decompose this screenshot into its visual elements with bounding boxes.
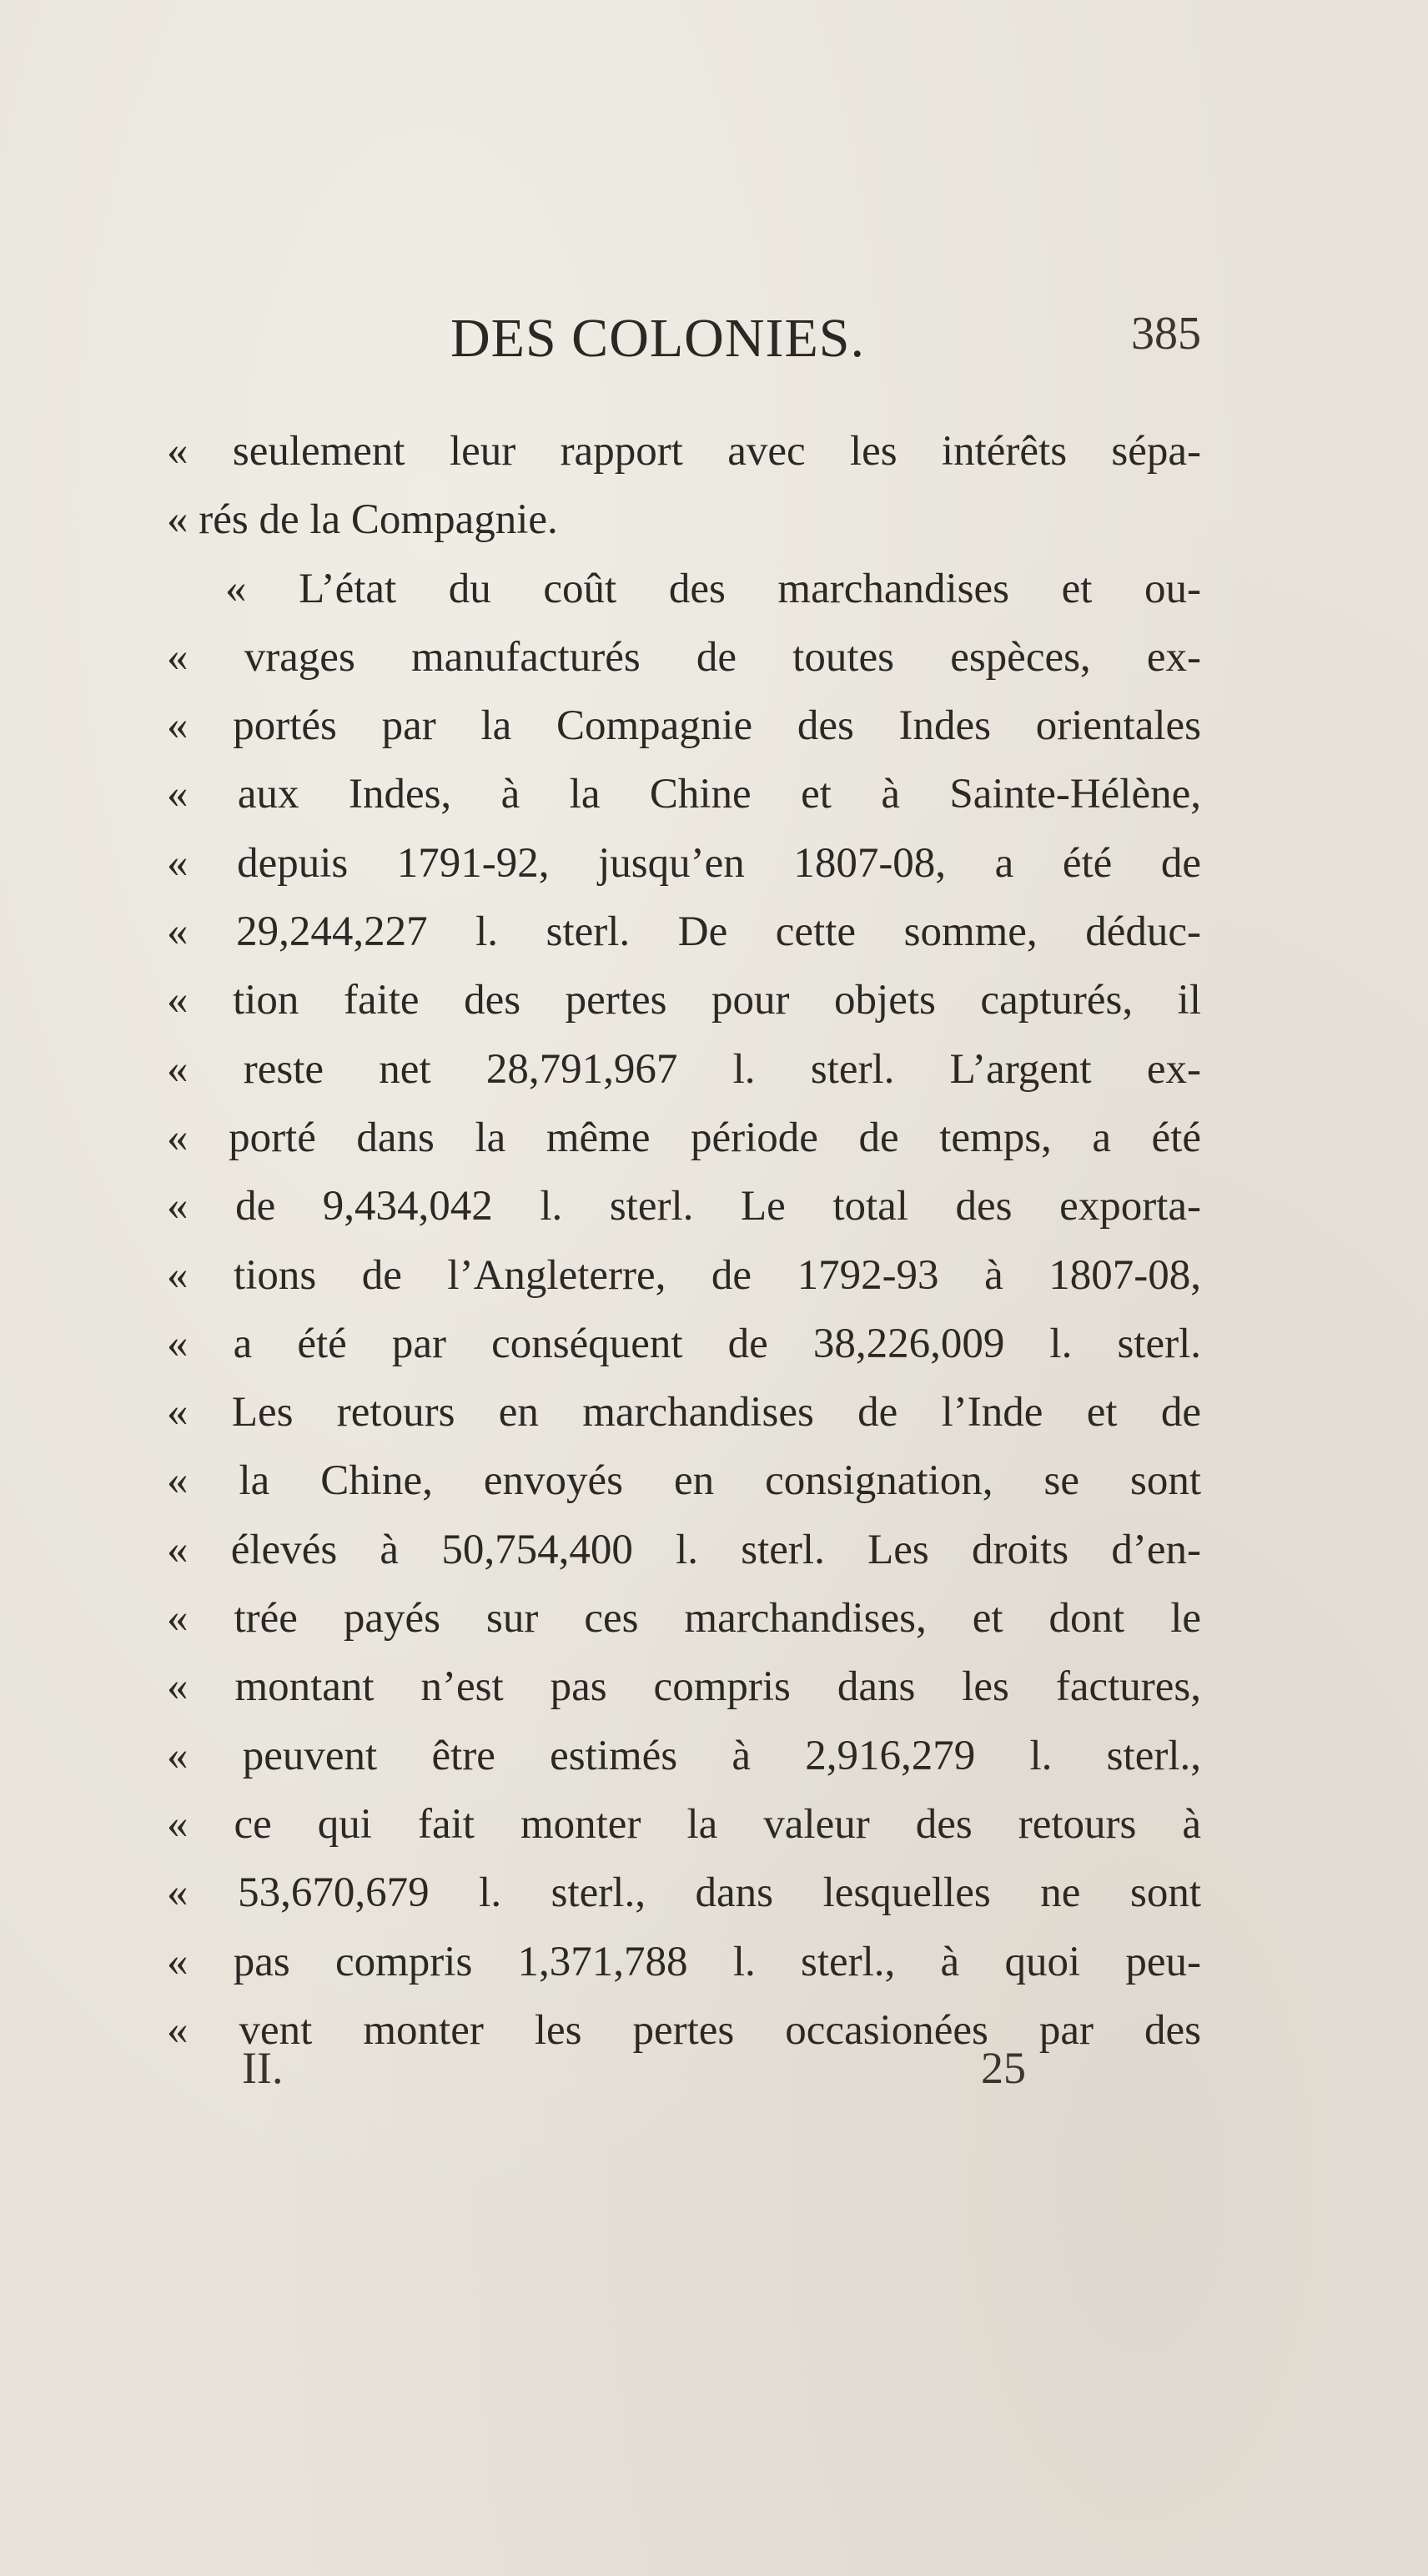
text-line: « portés par la Compagnie des Indes orientales <box>167 702 1201 750</box>
text-line: « la Chine, envoyés en consignation, se sont <box>167 1457 1201 1505</box>
text-line: « vrages manufacturés de toutes espèces, ex- <box>167 633 1201 681</box>
page-number: 385 <box>1131 308 1201 360</box>
text-line: « élevés à 50,754,400 l. sterl. Les droits d’en- <box>167 1526 1201 1573</box>
text-line: « porté dans la même période de temps, a été <box>167 1114 1201 1161</box>
text-line: « depuis 1791-92, jusqu’en 1807-08, a été de <box>167 839 1201 887</box>
text-line: « pas compris 1,371,788 l. sterl., à quoi peu- <box>167 1938 1201 1985</box>
text-line: « de 9,434,042 l. sterl. Le total des exporta- <box>167 1183 1201 1230</box>
text-line: « L’état du coût des marchandises et ou- <box>225 565 1201 612</box>
page-footer <box>242 2042 1026 2101</box>
text-line: « peuvent être estimés à 2,916,279 l. sterl., <box>167 1732 1201 1779</box>
text-line: « ce qui fait monter la valeur des retours à <box>167 1800 1201 1848</box>
text-line: « trée payés sur ces marchandises, et dont le <box>167 1595 1201 1643</box>
text-line: « Les retours en marchandises de l’Inde et de <box>167 1389 1201 1436</box>
running-title: DES COLONIES. <box>450 308 866 369</box>
volume-mark: II. <box>242 2043 284 2093</box>
text-line: « tions de l’Angleterre, de 1792-93 à 1807-08, <box>167 1251 1201 1299</box>
signature-mark: 25 <box>981 2043 1026 2093</box>
text-line: « montant n’est pas compris dans les factures, <box>167 1663 1201 1711</box>
text-line: « 53,670,679 l. sterl., dans lesquelles ne sont <box>167 1869 1201 1917</box>
body-text <box>167 417 1201 2065</box>
text-line: « seulement leur rapport avec les intérêts sépa- <box>167 428 1201 475</box>
text-line: « reste net 28,791,967 l. sterl. L’argent ex- <box>167 1045 1201 1093</box>
text-line: « 29,244,227 l. sterl. De cette somme, déduc- <box>167 908 1201 956</box>
text-line: « tion faite des pertes pour objets capturés, il <box>167 977 1201 1024</box>
page-header <box>450 307 1201 374</box>
text-line: « aux Indes, à la Chine et à Sainte-Hélène, <box>167 771 1201 818</box>
text-line: « rés de la Compagnie. <box>167 496 558 544</box>
text-line: « a été par conséquent de 38,226,009 l. sterl. <box>167 1320 1201 1367</box>
text-line: « vent monter les pertes occasionées par des <box>167 2006 1201 2054</box>
